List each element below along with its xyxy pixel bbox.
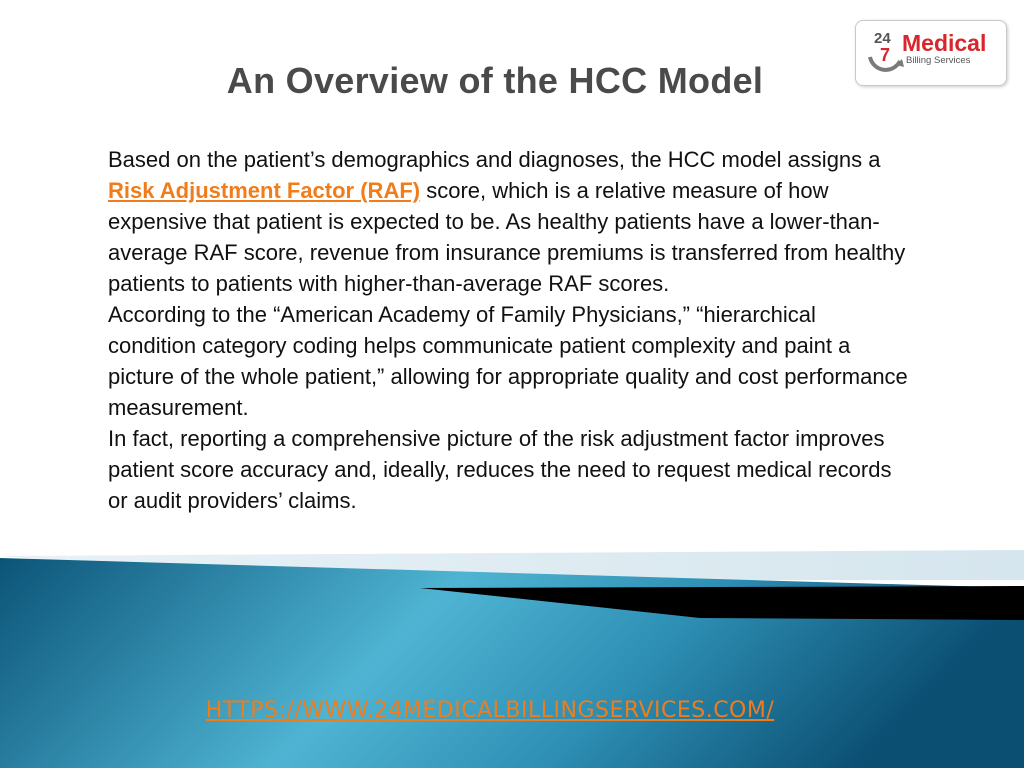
- decorative-banner: [0, 550, 1024, 768]
- logo-number-bottom: 7: [880, 45, 891, 65]
- raf-link[interactable]: Risk Adjustment Factor (RAF): [108, 178, 421, 203]
- company-logo[interactable]: [855, 20, 1007, 86]
- slide-body: [108, 144, 908, 516]
- footer-website-link[interactable]: HTTPS://WWW.24MEDICALBILLINGSERVICES.COM/: [205, 698, 775, 723]
- paragraph-1-start: Based on the patient’s demographics and diagnoses, the HCC model assigns a: [108, 147, 881, 172]
- logo-number-top: 24: [874, 30, 891, 47]
- slide-title: An Overview of the HCC Model: [226, 60, 764, 101]
- paragraph-3: In fact, reporting a comprehensive picture of the risk adjustment factor improves patient score accuracy and, ideally, reduces the need to request medical records or audit providers’ claims.: [108, 426, 892, 513]
- paragraph-1-end: score, which is a relative measure of how expensive that patient is expected to be. As healthy patients have a lower-than-average RAF score, revenue from insurance premiums is transferred from healthy patients to patients with higher-than-average RAF scores.: [108, 178, 906, 296]
- logo-graphic: [856, 21, 1006, 85]
- logo-brand: Medical: [902, 30, 987, 56]
- paragraph-1: [108, 144, 908, 299]
- logo-tagline: Billing Services: [906, 55, 971, 66]
- paragraph-2: According to the “American Academy of Family Physicians,” “hierarchical condition category coding helps communicate patient complexity and paint a picture of the whole patient,” allowing for appropriate quality and cost performance measurement.: [108, 302, 908, 420]
